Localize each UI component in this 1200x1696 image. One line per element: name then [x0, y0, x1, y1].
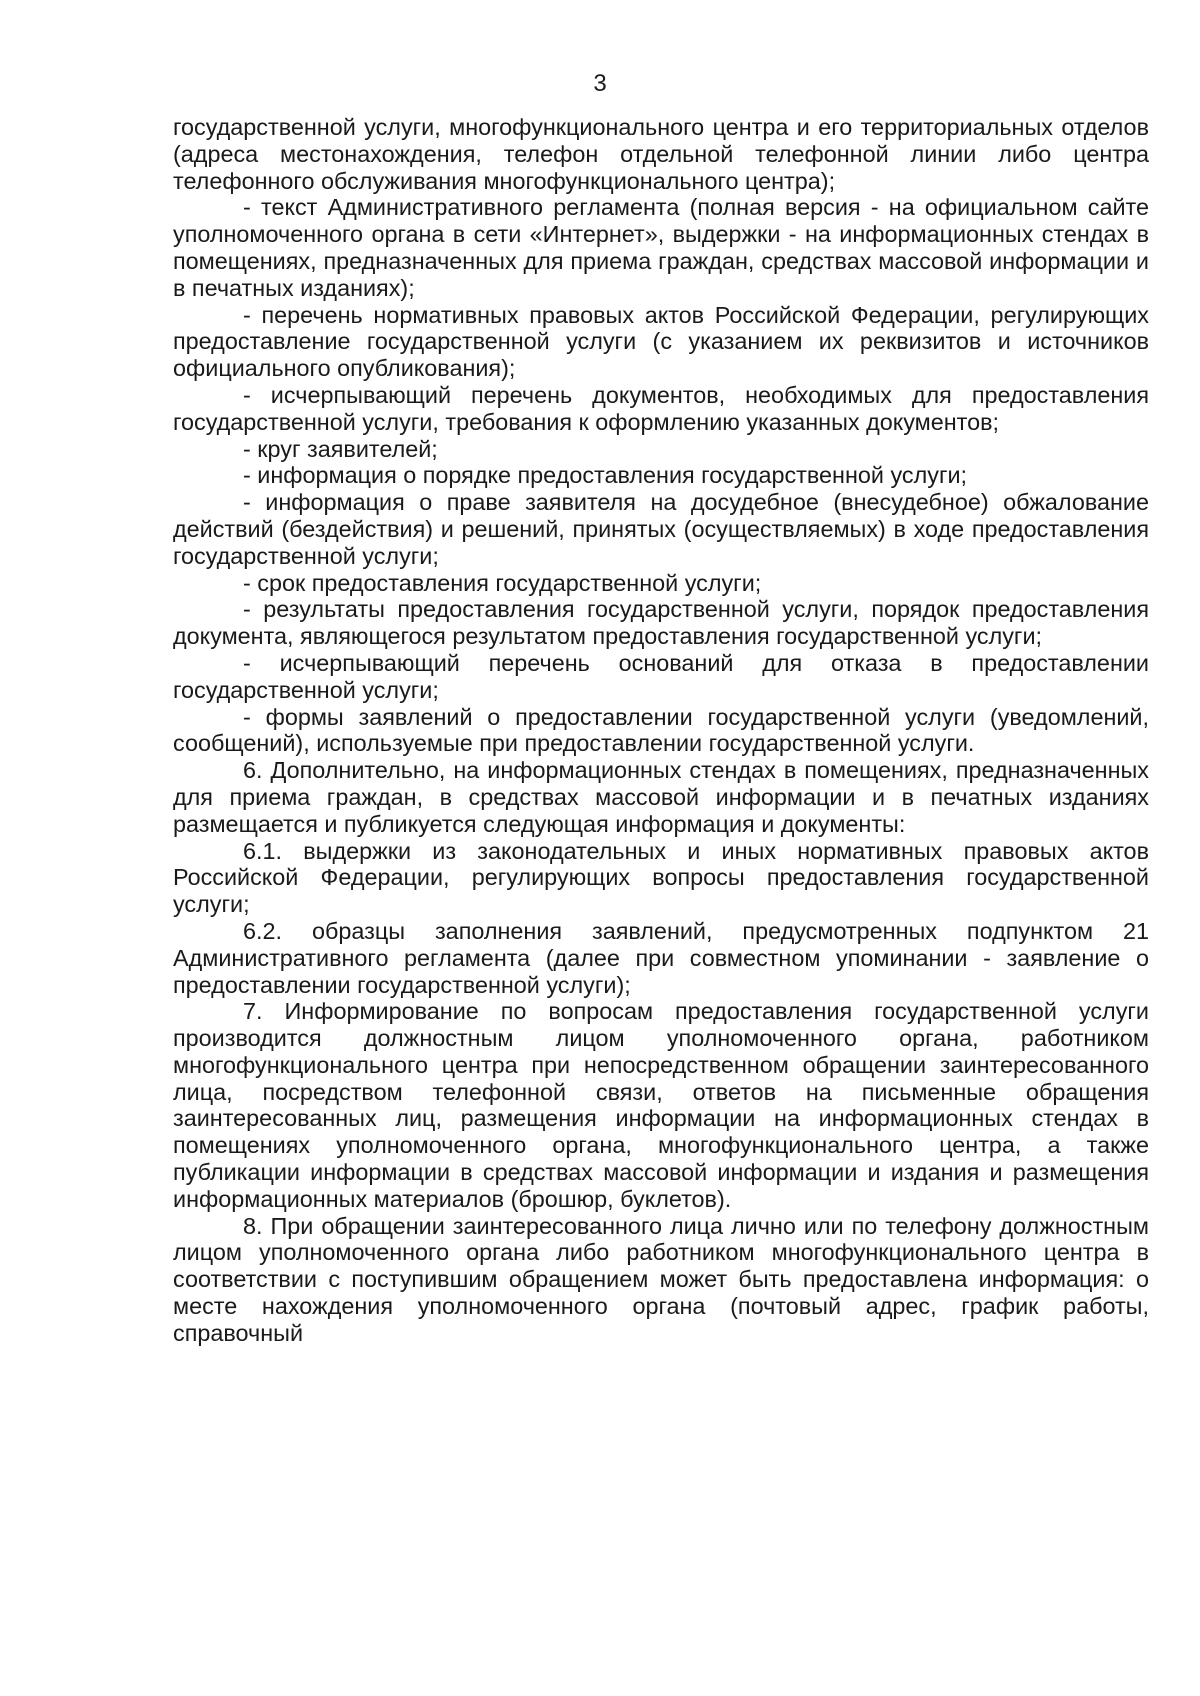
- paragraph-12: 6. Дополнительно, на информационных стендах в помещениях, предназначенных для приема граждан, в средствах массовой информации и в печатных изданиях размещается и публикуется следующая информация и документы:: [173, 757, 1149, 837]
- paragraph-10: - исчерпывающий перечень оснований для отказа в предоставлении государственной услуги;: [173, 649, 1149, 703]
- paragraph-6: - информация о порядке предоставления государственной услуги;: [243, 462, 968, 489]
- paragraph-1: государственной услуги, многофункционального центра и его территориальных отделов (адреса местонахождения, телефон отдельной телефонной линии либо центра телефонного обслуживания многофункционального центра);: [173, 114, 1149, 194]
- paragraph-16: 8. При обращении заинтересованного лица лично или по телефону должностным лицом уполномоченного органа либо работником многофункционального центра в соответствии с поступившим обращением может быть предоставлена информация: о месте нахождения уполномоченного органа (почтовый адрес, график работы, справочный: [173, 1212, 1149, 1346]
- paragraph-7: - информация о праве заявителя на досудебное (внесудебное) обжалование действий (бездействия) и решений, принятых (осуществляемых) в ходе предоставления государственной услуги;: [173, 489, 1149, 569]
- paragraph-14: 6.2. образцы заполнения заявлений, предусмотренных подпунктом 21 Административного регламента (далее при совместном упоминании - заявление о предоставлении государственной услуги);: [173, 917, 1149, 998]
- paragraph-8: - срок предоставления государственной услуги;: [243, 569, 762, 596]
- paragraph-4: - исчерпывающий перечень документов, необходимых для предоставления государственной услуги, требования к оформлению указанных документов;: [173, 381, 1149, 435]
- paragraph-3: - перечень нормативных правовых актов Российской Федерации, регулирующих предоставление государственной услуги (с указанием их реквизитов и источников официального опубликования);: [173, 301, 1149, 382]
- paragraph-2: - текст Административного регламента (полная версия - на официальном сайте уполномоченного органа в сети «Интернет», выдержки - на информационных стендах в помещениях, предназначенных для приема граждан, средствах массовой информации и в печатных изданиях);: [173, 194, 1149, 301]
- paragraph-13: 6.1. выдержки из законодательных и иных нормативных правовых актов Российской Федерации, регулирующих вопросы предоставления государственной услуги;: [173, 837, 1149, 918]
- page-number: 3: [593, 70, 607, 97]
- paragraph-5: - круг заявителей;: [243, 435, 438, 462]
- paragraph-15: 7. Информирование по вопросам предоставления государственной услуги производится должностным лицом уполномоченного органа, работником многофункционального центра при непосредственном обращении заинтересованного лица, посредством телефонной связи, ответов на письменные обращения заинтересованных лиц, размещения информации на информационных стендах в помещениях уполномоченного органа, многофункционального центра, а также публикации информации в средствах массовой информации и издания и размещения информационных материалов (брошюр, буклетов).: [173, 998, 1149, 1212]
- paragraph-11: - формы заявлений о предоставлении государственной услуги (уведомлений, сообщений), используемые при предоставлении государственной услуги.: [173, 703, 1149, 757]
- paragraph-9: - результаты предоставления государственной услуги, порядок предоставления документа, являющегося результатом предоставления государственной услуги;: [173, 596, 1149, 650]
- document-body: [173, 114, 1149, 1347]
